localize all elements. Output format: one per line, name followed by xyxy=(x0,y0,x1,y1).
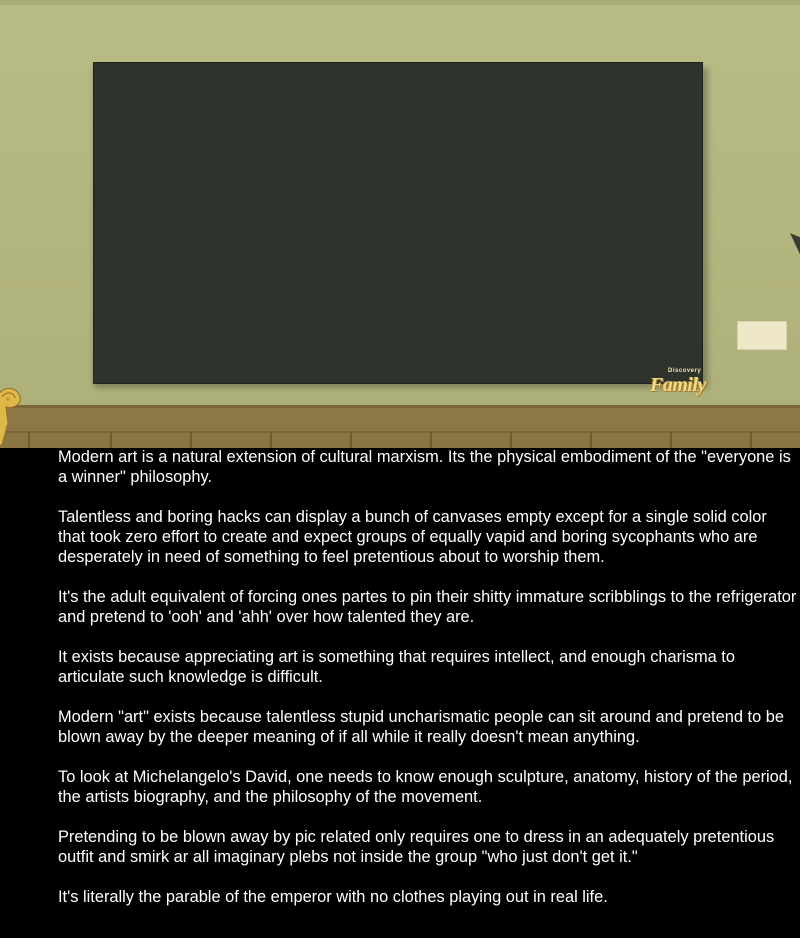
blank-dark-canvas xyxy=(93,62,703,384)
paragraph: It's literally the parable of the emperor with no clothes playing out in real life. xyxy=(58,888,608,906)
floor-plank-seam xyxy=(750,432,752,448)
paragraph: It's the adult equivalent of forcing ones partes to pin their shitty immature scribblings to the refrigerator and pretend to 'ooh' and 'ahh' over how talented they are. xyxy=(58,588,797,626)
cartoon-screenshot xyxy=(0,0,800,448)
floor-plank-seam xyxy=(190,432,192,448)
wall-trim xyxy=(0,0,800,5)
network-logo-small-text: Discovery xyxy=(668,368,702,374)
paragraph: Pretending to be blown away by pic related only requires one to dress in an adequately pretentious outfit and smirk ar all imaginary plebs not inside the group "who just don't get it." xyxy=(58,828,775,866)
floor-plank-seam xyxy=(590,432,592,448)
paragraph: Talentless and boring hacks can display a bunch of canvases empty except for a single solid color that took zero effort to create and expect groups of equally vapid and boring sycophants who are desperately in need of something to feel pretentious about to worship them. xyxy=(58,508,767,566)
floor-plank-seam xyxy=(510,432,512,448)
floor-edge xyxy=(0,405,800,408)
floor-plank-seam xyxy=(670,432,672,448)
floor-plank-line xyxy=(0,431,800,433)
chair-icon xyxy=(0,383,30,448)
floor-plank-seam xyxy=(270,432,272,448)
network-logo: Family xyxy=(650,374,706,396)
floor-plank-seam xyxy=(430,432,432,448)
post-text xyxy=(58,447,798,907)
paragraph: Modern art is a natural extension of cultural marxism. Its the physical embodiment of the "everyone is a winner" philosophy. xyxy=(58,448,791,486)
wooden-floor xyxy=(0,405,800,448)
paragraph: Modern "art" exists because talentless stupid uncharismatic people can sit around and pretend to be blown away by the deeper meaning of if all while it really doesn't mean anything. xyxy=(58,708,784,746)
paragraph: It exists because appreciating art is something that requires intellect, and enough charisma to articulate such knowledge is difficult. xyxy=(58,648,735,686)
paragraph: To look at Michelangelo's David, one needs to know enough sculpture, anatomy, history of the period, the artists biography, and the philosophy of the movement. xyxy=(58,768,793,806)
floor-plank-seam xyxy=(350,432,352,448)
small-frame-right xyxy=(737,321,787,350)
floor-plank-seam xyxy=(110,432,112,448)
